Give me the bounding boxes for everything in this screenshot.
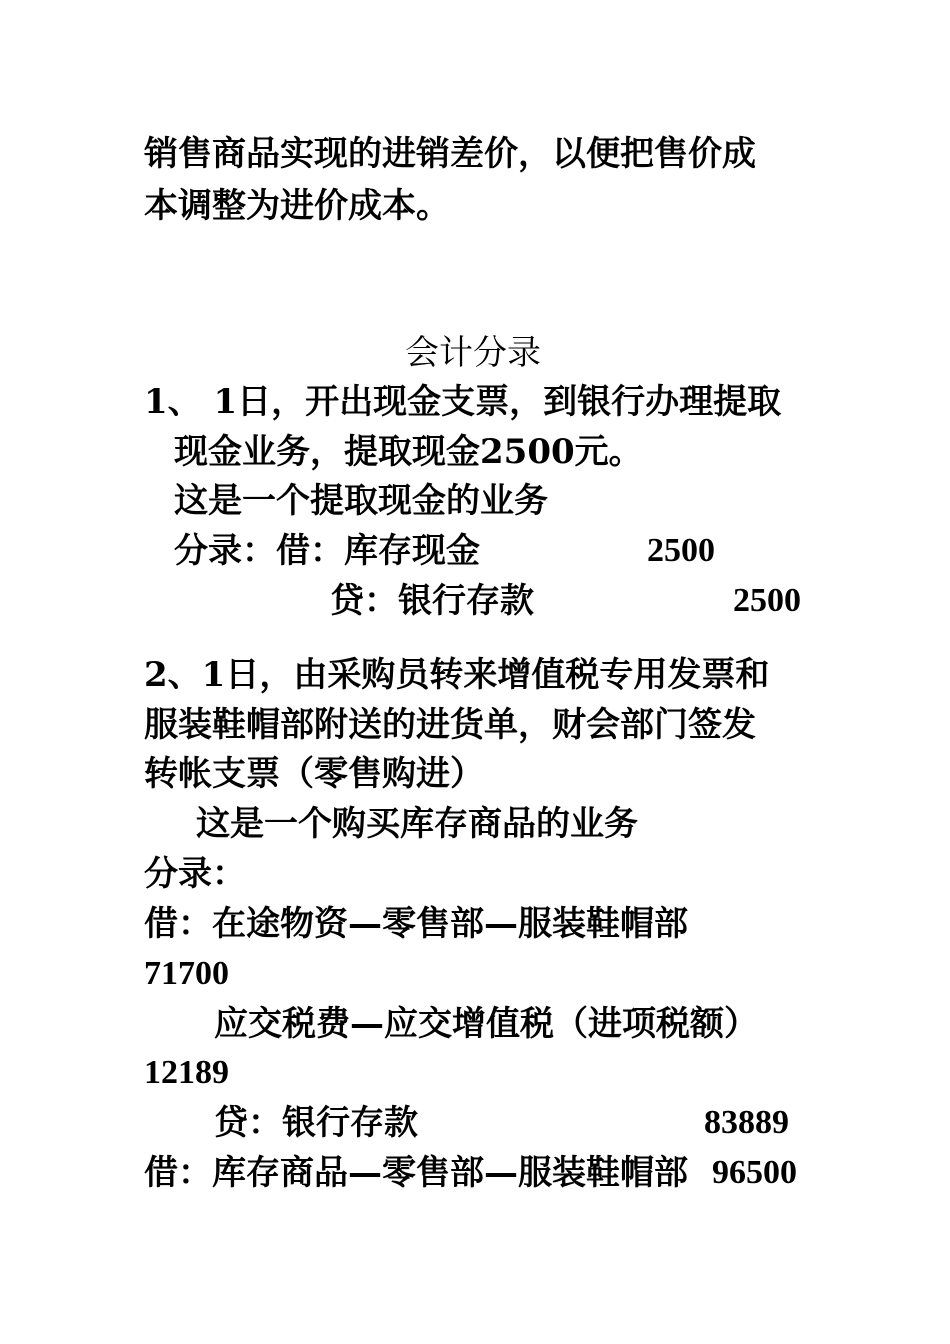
entry1-line-1: 1、 1日，开出现金支票，到银行办理提取 [144,382,782,422]
intro-line-1: 销售商品实现的进销差价，以便把售价成 [144,134,756,174]
entry1-credit-label: 贷：银行存款 [330,581,534,621]
entry1-credit-amount: 2500 [733,582,801,619]
entry1-description: 这是一个提取现金的业务 [174,481,548,521]
entry1-debit-label: 分录：借：库存现金 [174,531,480,571]
entry2-debit2-amount: 12189 [144,1054,229,1091]
entry1-debit-amount: 2500 [647,532,715,569]
entry2-line-3: 转帐支票（零售购进） [144,754,484,794]
section-title: 会计分录 [405,333,541,373]
entry2-debit3-label: 借：库存商品—零售部—服装鞋帽部 [144,1153,688,1193]
entry2-description: 这是一个购买库存商品的业务 [196,804,638,844]
entry2-line-2: 服装鞋帽部附送的进货单，财会部门签发 [144,705,756,745]
entry2-debit2-label: 应交税费—应交增值税（进项税额） [214,1004,758,1044]
entry2-debit3-amount: 96500 [712,1154,797,1191]
entry2-credit-amount: 83889 [704,1104,789,1141]
entry2-entry-label: 分录： [144,854,246,894]
entry2-line-1: 2、1日，由采购员转来增值税专用发票和 [144,655,770,695]
intro-line-2: 本调整为进价成本。 [144,186,450,226]
entry2-credit-label: 贷：银行存款 [214,1103,418,1143]
entry2-debit1-label: 借：在途物资—零售部—服装鞋帽部 [144,904,688,944]
entry2-debit1-amount: 71700 [144,955,229,992]
entry1-line-2: 现金业务，提取现金2500元。 [174,432,643,472]
